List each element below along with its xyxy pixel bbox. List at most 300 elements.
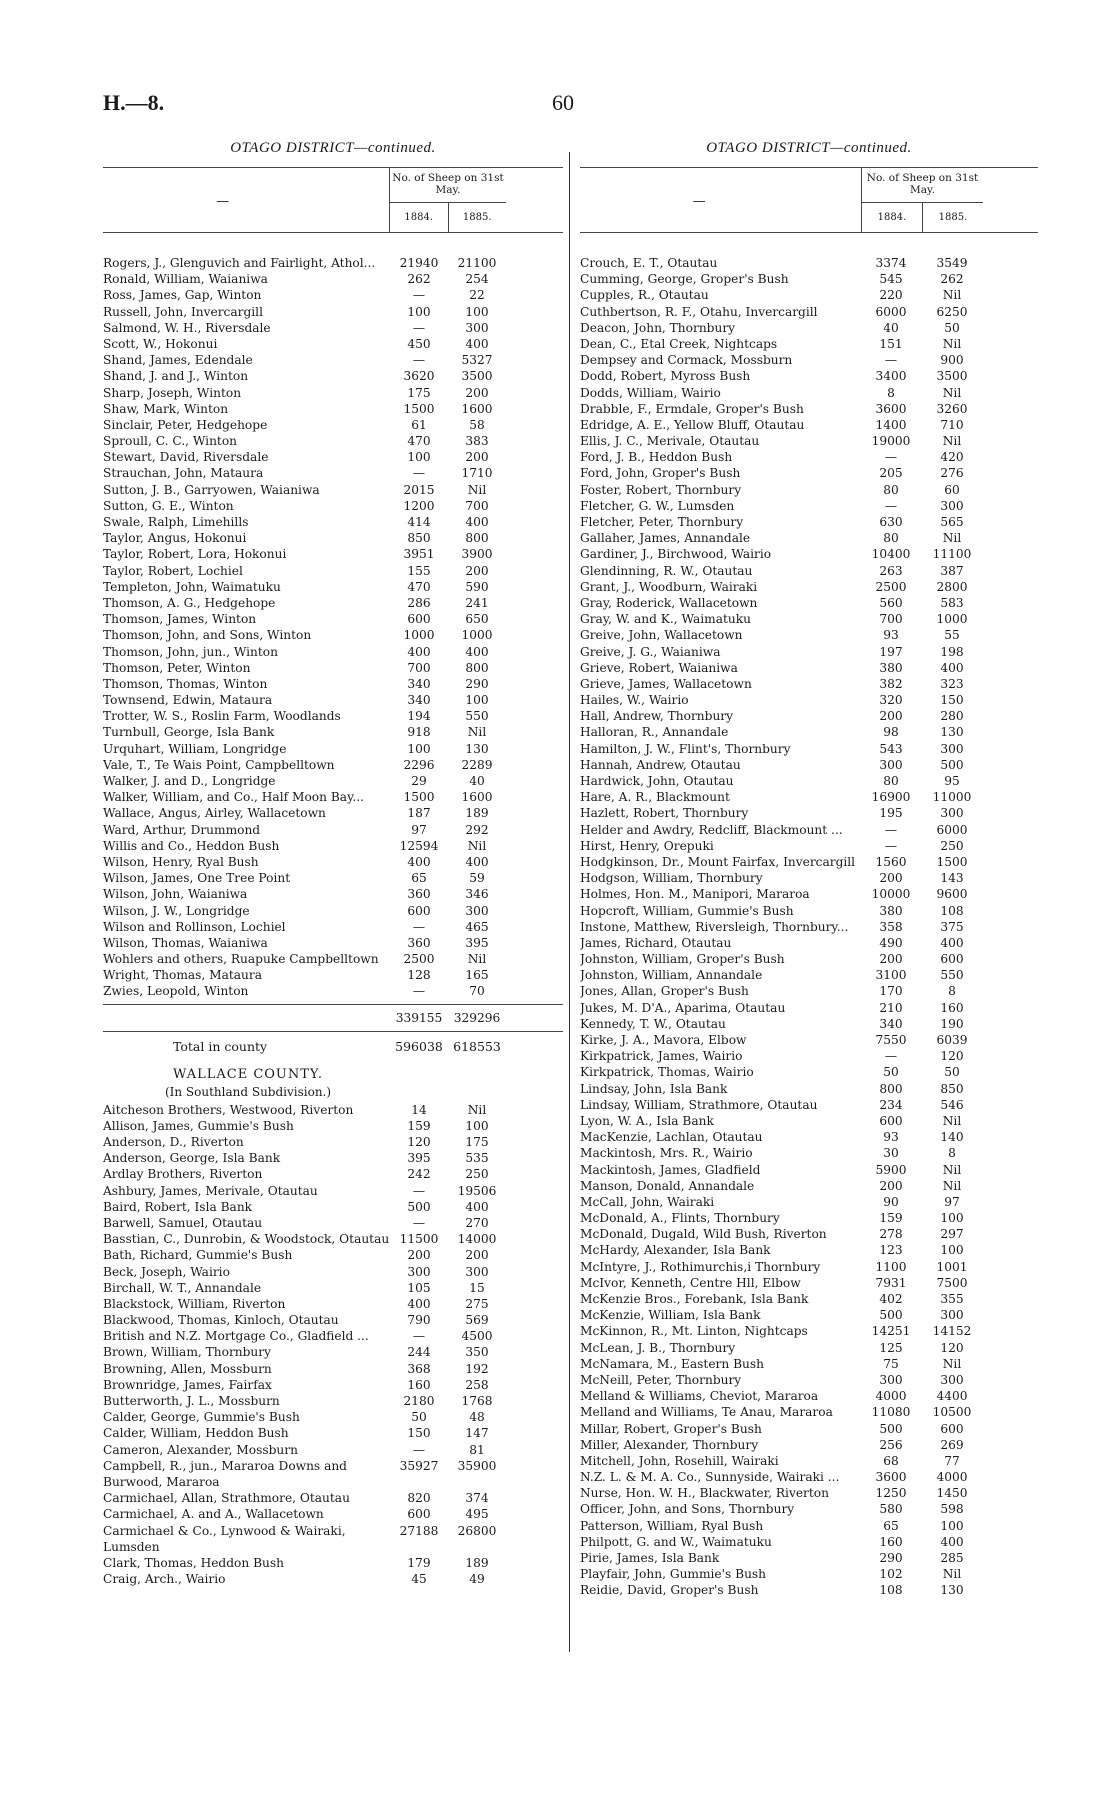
- owner-name: Dean, C., Etal Creek, Nightcaps: [580, 336, 778, 351]
- table-row: [580, 789, 1038, 805]
- sheep-1884: —: [884, 450, 898, 465]
- table-row: [580, 1566, 1038, 1582]
- owner-name: Basstian, C., Dunrobin, & Woodstock, Otautau: [103, 1232, 390, 1247]
- owner-name: Swale, Ralph, Limehills: [103, 515, 249, 529]
- sheep-1884: 600: [879, 1113, 903, 1128]
- owner-name: Crouch, E. T., Otautau: [580, 256, 718, 270]
- table-row: [580, 1582, 1038, 1598]
- sheep-1884: 918: [407, 725, 431, 740]
- sheep-1885: 2800: [936, 579, 968, 594]
- owner-name: Grieve, Robert, Waianiwa: [580, 660, 738, 675]
- table-row: [103, 563, 563, 579]
- owner-name: Calder, William, Heddon Bush: [103, 1426, 289, 1441]
- table-row: [103, 1118, 563, 1134]
- sheep-1885: 269: [940, 1437, 964, 1452]
- sheep-1884: 150: [407, 1426, 431, 1441]
- sheep-1884: 93: [883, 628, 899, 643]
- table-row: [580, 1210, 1038, 1226]
- sheep-1884: 3400: [875, 369, 907, 384]
- county-total-label: Total in county: [173, 1038, 268, 1054]
- table-row: [103, 417, 563, 433]
- table-row: [580, 304, 1038, 320]
- sheep-1884: 68: [883, 1453, 899, 1468]
- sheep-1885: 300: [465, 1264, 489, 1279]
- sheep-1884: —: [412, 466, 426, 481]
- owner-name: Ashbury, James, Merivale, Otautau: [103, 1183, 318, 1198]
- table-row: [580, 1226, 1038, 1242]
- sheep-1884: —: [884, 353, 898, 368]
- table-row: [580, 1372, 1038, 1388]
- owner-name: Mackintosh, Mrs. R., Wairio: [580, 1146, 753, 1161]
- sheep-1884: 800: [879, 1081, 903, 1096]
- sheep-1885: 130: [940, 725, 964, 740]
- owner-name: MacKenzie, Lachlan, Otautau: [580, 1130, 763, 1145]
- sheep-1885: 275: [465, 1296, 489, 1311]
- table-row: [103, 368, 563, 384]
- sheep-1885: 400: [940, 660, 964, 675]
- table-row: [580, 385, 1038, 401]
- sheep-1885: 400: [940, 1534, 964, 1549]
- year-1884-header: 1884.: [877, 212, 907, 223]
- sheep-1885: 800: [465, 531, 489, 546]
- sheep-1885: 254: [465, 272, 489, 287]
- sheep-1884: 75: [883, 1356, 899, 1371]
- owner-name: Brownridge, James, Fairfax: [103, 1377, 272, 1392]
- sheep-1885: 58: [469, 417, 485, 432]
- owner-name: Hall, Andrew, Thornbury: [580, 709, 734, 724]
- table-row: [103, 1555, 563, 1571]
- sheep-1884: 128: [407, 968, 431, 983]
- sheep-1885: 350: [465, 1345, 489, 1360]
- sheep-1885: 6039: [936, 1033, 968, 1047]
- sheep-1885: 8: [948, 984, 956, 999]
- sheep-1885: Nil: [467, 838, 487, 853]
- sheep-1884: 256: [879, 1437, 903, 1452]
- sheep-count-header: [389, 168, 506, 232]
- sheep-1885: 4400: [936, 1389, 968, 1404]
- sheep-1885: 160: [940, 1000, 964, 1015]
- sheep-1885: 15: [469, 1280, 485, 1295]
- sheep-1884: 100: [407, 450, 431, 465]
- table-row: [580, 401, 1038, 417]
- sheep-1884: 16900: [871, 790, 911, 805]
- owner-name: Scott, W., Hokonui: [103, 336, 218, 351]
- sheep-1885: 19506: [457, 1183, 497, 1198]
- sheep-1885: 400: [940, 935, 964, 950]
- sheep-1884: 278: [879, 1227, 903, 1242]
- section-title: WALLACE COUNTY.: [173, 1066, 323, 1082]
- table-row: [103, 935, 563, 951]
- name-column-header: —: [216, 194, 230, 209]
- sheep-1885: 9600: [936, 887, 968, 902]
- column-divider: [569, 152, 570, 1652]
- sheep-1885: 100: [940, 1518, 964, 1533]
- sheep-1884: 358: [879, 919, 903, 934]
- table-row: [580, 417, 1038, 433]
- year-1884-header: 1884.: [404, 212, 434, 223]
- sheep-1885: 387: [940, 563, 964, 578]
- sheep-1885: 383: [465, 434, 489, 449]
- sheep-1884: 490: [879, 935, 903, 950]
- owner-name: Mackintosh, James, Gladfield: [580, 1162, 761, 1177]
- sheep-1884: 123: [879, 1243, 903, 1258]
- owner-name: Pirie, James, Isla Bank: [580, 1551, 720, 1565]
- sheep-1885: 10500: [932, 1405, 972, 1420]
- sheep-1885: Nil: [942, 1113, 962, 1128]
- sheep-1885: Nil: [942, 531, 962, 546]
- table-row: [580, 805, 1038, 821]
- sheep-1885: 3549: [936, 256, 968, 270]
- sheep-1885: 400: [465, 644, 489, 659]
- sheep-count-title: No. of Sheep on 31st May.: [390, 168, 506, 203]
- sheep-1885: 800: [465, 660, 489, 675]
- sheep-1885: 48: [469, 1410, 485, 1425]
- owner-name: Vale, T., Te Wais Point, Campbelltown: [103, 757, 335, 772]
- sheep-1884: 11080: [871, 1405, 911, 1420]
- owner-name: Walker, William, and Co., Half Moon Bay...: [103, 790, 364, 805]
- sheep-1884: 1100: [875, 1259, 907, 1274]
- sheep-1884: 380: [879, 660, 903, 675]
- sheep-1885: 35900: [457, 1458, 497, 1473]
- sheep-1884: —: [412, 353, 426, 368]
- sheep-1885: 300: [465, 903, 489, 918]
- sheep-1884: 234: [879, 1097, 903, 1112]
- owner-name: Campbell, R., jun., Mararoa Downs and: [103, 1458, 347, 1473]
- sheep-1884: 368: [407, 1361, 431, 1376]
- table-row: [103, 401, 563, 417]
- table-row: [103, 595, 563, 611]
- table-row: [103, 1215, 563, 1231]
- owner-name: Butterworth, J. L., Mossburn: [103, 1394, 280, 1408]
- table-row: [103, 1490, 563, 1506]
- sheep-1884: 286: [407, 595, 431, 610]
- sheep-1885: 300: [465, 320, 489, 335]
- sheep-1885: 1500: [936, 854, 968, 869]
- owner-name: Ross, James, Gap, Winton: [103, 288, 262, 303]
- sheep-1884: 1500: [403, 790, 435, 805]
- table-row: [103, 1506, 563, 1522]
- owner-name: McKenzie Bros., Forebank, Isla Bank: [580, 1292, 809, 1306]
- sheep-1885: 189: [465, 806, 489, 821]
- owner-name: Baird, Robert, Isla Bank: [103, 1199, 253, 1214]
- owner-name: Anderson, George, Isla Bank: [103, 1151, 281, 1166]
- sheep-1885: 147: [465, 1426, 489, 1441]
- sheep-1884: 400: [407, 1296, 431, 1311]
- year-1885-header: 1885.: [922, 203, 983, 233]
- owner-name: Grant, J., Woodburn, Wairaki: [580, 579, 758, 594]
- page-reference: H.—8.: [103, 90, 165, 115]
- sheep-1884: 2500: [403, 952, 435, 967]
- table-row: [580, 951, 1038, 967]
- owner-name: Holmes, Hon. M., Manipori, Mararoa: [580, 887, 810, 902]
- table-row: [103, 1134, 563, 1150]
- sheep-1884: 6000: [875, 304, 907, 319]
- table-row: [103, 741, 563, 757]
- sheep-1885: 198: [940, 644, 964, 659]
- owner-name: Instone, Matthew, Riversleigh, Thornbury...: [580, 919, 849, 934]
- owner-name: Hopcroft, William, Gummie's Bush: [580, 903, 794, 918]
- sheep-1884: 170: [879, 984, 903, 999]
- sheep-1884: 395: [407, 1151, 431, 1166]
- owner-name: Fletcher, G. W., Lumsden: [580, 498, 735, 513]
- table-row: [103, 1393, 563, 1409]
- sheep-1885: 569: [465, 1313, 489, 1328]
- table-row: [580, 644, 1038, 660]
- owner-name: McKenzie, William, Isla Bank: [580, 1308, 761, 1323]
- sheep-1884: 320: [879, 693, 903, 708]
- sheep-1884: 290: [879, 1551, 903, 1565]
- owner-name: Shaw, Mark, Winton: [103, 401, 229, 416]
- owner-name: Sinclair, Peter, Hedgehope: [103, 417, 268, 432]
- left-table-header: [103, 167, 563, 233]
- table-row: [580, 919, 1038, 935]
- sheep-1884: 360: [407, 935, 431, 950]
- sheep-1885: 241: [465, 595, 489, 610]
- left-column-title: OTAGO DISTRICT—continued.: [230, 140, 436, 156]
- sheep-1884: —: [412, 1329, 426, 1344]
- sheep-1884: 500: [407, 1199, 431, 1214]
- sheep-1885: 250: [940, 838, 964, 853]
- owner-name: McLean, J. B., Thornbury: [580, 1340, 736, 1355]
- sheep-1884: —: [412, 1183, 426, 1198]
- owner-name: Thomson, Peter, Winton: [103, 660, 251, 675]
- sheep-1884: —: [884, 1049, 898, 1064]
- table-row: [580, 1129, 1038, 1145]
- sheep-1884: —: [412, 919, 426, 934]
- sheep-1885: 14152: [932, 1324, 972, 1339]
- owner-name: Wilson, Henry, Ryal Bush: [103, 854, 259, 869]
- owner-name: Jones, Allan, Groper's Bush: [580, 984, 749, 999]
- owner-name: Lyon, W. A., Isla Bank: [580, 1113, 714, 1128]
- owner-name: Strauchan, John, Mataura: [103, 466, 264, 481]
- table-row: [580, 1259, 1038, 1275]
- table-row: [103, 854, 563, 870]
- sheep-1884: 2015: [403, 482, 435, 497]
- sheep-1884: 50: [883, 1065, 899, 1080]
- table-row: [580, 563, 1038, 579]
- owner-name: Russell, John, Invercargill: [103, 304, 263, 319]
- sheep-1884: 200: [879, 1178, 903, 1193]
- table-row: [580, 546, 1038, 562]
- table-row: [580, 1388, 1038, 1404]
- table-row: [580, 611, 1038, 627]
- sheep-1885: 297: [940, 1227, 964, 1242]
- sheep-1884: 600: [407, 1507, 431, 1522]
- sheep-1885: 400: [465, 1199, 489, 1214]
- owner-name: Walker, J. and D., Longridge: [103, 774, 276, 788]
- sheep-1885: 250: [465, 1167, 489, 1182]
- owner-name: McHardy, Alexander, Isla Bank: [580, 1243, 771, 1258]
- sheep-1884: 360: [407, 887, 431, 902]
- owner-name: British and N.Z. Mortgage Co., Gladfield ...: [103, 1329, 369, 1344]
- sheep-1885: 95: [944, 774, 960, 788]
- table-row: [580, 1194, 1038, 1210]
- owner-name: Birchall, W. T., Annandale: [103, 1280, 262, 1295]
- sheep-1884: 220: [879, 288, 903, 303]
- table-row: [580, 773, 1038, 789]
- sheep-1885: 8: [948, 1146, 956, 1161]
- table-row: [103, 627, 563, 643]
- table-row: [103, 1523, 563, 1539]
- sheep-1885: 5327: [461, 353, 493, 368]
- owner-name: McIntyre, J., Rothimurchis,i Thornbury: [580, 1259, 821, 1274]
- table-row: [580, 1016, 1038, 1032]
- owner-name: Burwood, Mararoa: [103, 1474, 220, 1489]
- table-row: [103, 1296, 563, 1312]
- table-row: [103, 1166, 563, 1182]
- table-row: [580, 1145, 1038, 1161]
- table-row: [580, 1113, 1038, 1129]
- sheep-1884: 11500: [399, 1232, 439, 1247]
- owner-name: Brown, William, Thornbury: [103, 1345, 271, 1360]
- table-row: [103, 1183, 563, 1199]
- owner-name: Melland and Williams, Te Anau, Mararoa: [580, 1405, 833, 1420]
- sheep-1884: 29: [411, 774, 427, 788]
- sheep-1884: 175: [407, 385, 431, 400]
- sheep-1885: 276: [940, 466, 964, 481]
- owner-name: Hardwick, John, Otautau: [580, 774, 734, 788]
- sheep-1884: 1500: [403, 401, 435, 416]
- owner-name: Grieve, James, Wallacetown: [580, 676, 752, 691]
- sheep-1884: 151: [879, 336, 903, 351]
- table-row: [103, 320, 563, 336]
- sheep-1884: 414: [407, 515, 431, 529]
- table-row: [580, 1097, 1038, 1113]
- table-row: [580, 838, 1038, 854]
- table-row: [580, 660, 1038, 676]
- sheep-1884: 380: [879, 903, 903, 918]
- owner-name: Jukes, M. D'A., Aparima, Otautau: [580, 1000, 786, 1015]
- owner-name: Greive, J. G., Waianiwa: [580, 644, 721, 659]
- sheep-1885: 300: [940, 741, 964, 756]
- owner-name: Lumsden: [103, 1539, 160, 1554]
- sheep-1885: 400: [465, 854, 489, 869]
- table-row: [103, 304, 563, 320]
- table-row: [580, 1356, 1038, 1372]
- table-row: [580, 708, 1038, 724]
- table-row: [103, 773, 563, 789]
- sheep-1884: 4000: [875, 1389, 907, 1404]
- owner-name: Melland & Williams, Cheviot, Mararoa: [580, 1389, 819, 1404]
- sheep-1885: 200: [465, 385, 489, 400]
- sheep-1884: 187: [407, 806, 431, 821]
- table-row: [103, 822, 563, 838]
- sheep-1884: 2296: [403, 757, 435, 772]
- owner-name: Hailes, W., Wairio: [580, 693, 689, 708]
- owner-name: Hodgkinson, Dr., Mount Fairfax, Invercargill: [580, 854, 856, 869]
- sheep-1884: 97: [411, 822, 427, 837]
- owner-name: Turnbull, George, Isla Bank: [103, 725, 275, 740]
- table-row: [103, 385, 563, 401]
- sheep-1884: —: [884, 838, 898, 853]
- owner-name: Patterson, William, Ryal Bush: [580, 1518, 764, 1533]
- sheep-1885: 14000: [457, 1232, 497, 1247]
- owner-name: Hodgson, William, Thornbury: [580, 871, 763, 886]
- sheep-1884: 105: [407, 1280, 431, 1295]
- sheep-1884: —: [412, 1442, 426, 1457]
- table-row: [103, 1344, 563, 1360]
- sheep-1884: 194: [407, 709, 431, 724]
- page-number: 60: [552, 90, 574, 115]
- sheep-1884: 470: [407, 579, 431, 594]
- table-row: [580, 967, 1038, 983]
- table-row: [580, 336, 1038, 352]
- table-row: [103, 886, 563, 902]
- sheep-1884: 500: [879, 1308, 903, 1323]
- table-row: [103, 1539, 563, 1555]
- sheep-1884: 3100: [875, 968, 907, 983]
- table-row: [580, 1469, 1038, 1485]
- table-row: [103, 1312, 563, 1328]
- table-row: [103, 1264, 563, 1280]
- owner-name: Kirkpatrick, James, Wairio: [580, 1049, 743, 1064]
- table-row: [580, 1162, 1038, 1178]
- sheep-1885: 26800: [457, 1523, 497, 1538]
- sheep-1884: 200: [879, 952, 903, 967]
- sheep-1885: 1450: [936, 1486, 968, 1501]
- table-row: [103, 967, 563, 983]
- sheep-1884: 45: [411, 1572, 427, 1587]
- owner-name: Wilson, John, Waianiwa: [103, 887, 248, 902]
- owner-name: Foster, Robert, Thornbury: [580, 482, 742, 497]
- table-row: [580, 724, 1038, 740]
- sheep-1885: 1600: [461, 790, 493, 805]
- owner-name: Nurse, Hon. W. H., Blackwater, Riverton: [580, 1486, 829, 1501]
- owner-name: McCall, John, Wairaki: [580, 1194, 715, 1209]
- sheep-1885: 420: [940, 450, 964, 465]
- sheep-1884: 160: [407, 1377, 431, 1392]
- owner-name: Craig, Arch., Wairio: [103, 1572, 226, 1587]
- table-row: [103, 579, 563, 595]
- left-table-body: [103, 255, 563, 1000]
- sheep-1885: Nil: [467, 482, 487, 497]
- table-row: [580, 1178, 1038, 1194]
- sheep-1885: 700: [465, 498, 489, 513]
- owner-name: Taylor, Angus, Hokonui: [103, 531, 247, 546]
- table-row: [580, 1307, 1038, 1323]
- table-row: [103, 530, 563, 546]
- table-row: [580, 579, 1038, 595]
- table-row: [103, 951, 563, 967]
- sheep-1885: Nil: [942, 1567, 962, 1582]
- owner-name: Wilson, Thomas, Waianiwa: [103, 935, 268, 950]
- table-row: [103, 805, 563, 821]
- table-row: [580, 627, 1038, 643]
- table-row: [103, 870, 563, 886]
- owner-name: Dodd, Robert, Myross Bush: [580, 369, 751, 384]
- sheep-1885: Nil: [467, 725, 487, 740]
- sheep-1884: 3951: [403, 547, 435, 562]
- owner-name: Kirkpatrick, Thomas, Wairio: [580, 1065, 754, 1080]
- sheep-1885: 290: [465, 676, 489, 691]
- table-row: [580, 1032, 1038, 1048]
- sheep-1884: 40: [883, 320, 899, 335]
- table-row: [103, 1361, 563, 1377]
- left-column: [103, 140, 563, 1587]
- sheep-1884: 1560: [875, 854, 907, 869]
- sheep-1885: 40: [469, 774, 485, 788]
- sheep-1884: 10000: [871, 887, 911, 902]
- owner-name: Zwies, Leopold, Winton: [103, 984, 249, 999]
- owner-name: Hannah, Andrew, Otautau: [580, 757, 741, 772]
- sheep-1884: 630: [879, 515, 903, 529]
- table-row: [580, 465, 1038, 481]
- owner-name: Barwell, Samuel, Otautau: [103, 1215, 263, 1230]
- sheep-1884: 3374: [875, 256, 907, 270]
- table-row: [580, 1453, 1038, 1469]
- sheep-1884: 600: [407, 612, 431, 627]
- table-row: [580, 449, 1038, 465]
